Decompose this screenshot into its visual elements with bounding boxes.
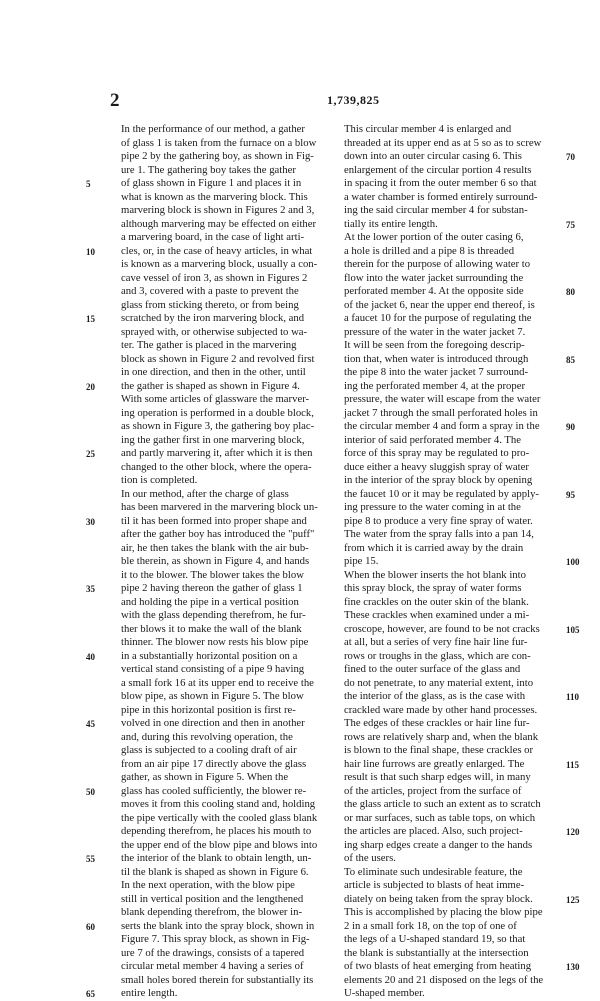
text-line: is known as a marvering block, usually a con- (121, 258, 318, 270)
text-line: after the gather boy has introduced the "puff" (121, 528, 315, 540)
text-line: thinner. The blower now rests his blow pipe (121, 636, 309, 648)
text-line: therein for the purpose of allowing water to (344, 258, 531, 270)
text-line: ing pressure to the water coming in at the (344, 501, 521, 513)
text-line: the faucet 10 or it may be regulated by apply- (344, 487, 539, 500)
text-line: a water chamber is formed entirely surround- (344, 190, 538, 203)
margin-line-number: 55 (86, 854, 95, 864)
text-line: a marvering board, in the case of light arti- (121, 231, 305, 243)
margin-line-number: 115 (566, 759, 580, 770)
text-line: what is known as the marvering block. This (121, 190, 308, 203)
text-line: the circular member 4 and form a spray in the (344, 420, 540, 432)
text-line: with the glass depending therefrom, he fur- (121, 609, 306, 621)
text-line: At the lower portion of the outer casing 6, (344, 231, 524, 243)
margin-line-number: 45 (86, 719, 95, 729)
text-line: of glass shown in Figure 1 and places it in (121, 177, 302, 189)
text-line: fined to the outer surface of the glass and (344, 663, 521, 675)
text-line: ure 7 of the drawings, consists of a tapered (121, 946, 305, 959)
text-line: til it has been formed into proper shape and (121, 514, 307, 527)
text-line: pipe 8 to produce a very fine spray of water. (344, 514, 533, 527)
text-line: rows or troughs in the glass, which are con- (344, 649, 531, 662)
page-number: 2 (110, 90, 120, 111)
text-line: has been marvered in the marvering block un- (121, 501, 318, 513)
margin-line-number: 95 (566, 489, 575, 500)
left-text-column (121, 123, 334, 1001)
margin-line-number: 90 (566, 422, 575, 432)
margin-line-number: 80 (566, 287, 575, 297)
text-line: tion that, when water is introduced through (344, 352, 529, 365)
text-line: perforated member 4. At the opposite side (344, 285, 524, 297)
text-line: force of this spray may be regulated to pro- (344, 447, 530, 459)
text-line: The edges of these crackles or hair line fur- (344, 717, 530, 729)
text-line: ing sharp edges create a danger to the hands (344, 838, 533, 851)
text-line: from which it is carried away by the drain (344, 541, 524, 554)
text-line: tially its entire length. (344, 217, 438, 230)
margin-line-number: 5 (86, 179, 91, 189)
text-line: til the blank is shaped as shown in Figure 6. (121, 865, 309, 878)
margin-line-number: 85 (566, 354, 575, 365)
text-line: blow pipe, as shown in Figure 5. The blow (121, 690, 304, 702)
text-line: down into an outer circular casing 6. This (344, 150, 522, 162)
text-line: as shown in Figure 3, the gathering boy plac- (121, 420, 315, 432)
text-line: of the jacket 6, near the upper end thereof, is (344, 298, 535, 311)
margin-line-number: 10 (86, 246, 95, 257)
text-line: ure 1. The gathering boy takes the gather (121, 163, 296, 176)
text-line: tion is completed. (121, 474, 198, 486)
text-line: the blank is substantially at the intersection (344, 946, 529, 959)
text-line: pipe 15. (344, 555, 379, 567)
text-line: moves it from this cooling stand and, holding (121, 798, 316, 810)
text-line: glass has cooled sufficiently, the blower re- (121, 784, 307, 797)
text-line: the gather is shaped as shown in Figure 4. (121, 379, 300, 392)
text-line: this spray block, the spray of water forms (344, 582, 522, 594)
text-line: elements 20 and 21 disposed on the legs of the (344, 973, 544, 986)
margin-line-number: 25 (86, 449, 95, 459)
text-line: entire length. (121, 987, 178, 999)
text-line: a hole is drilled and a pipe 8 is threaded (344, 244, 515, 257)
text-line: or mar surfaces, such as table tops, on which (344, 811, 536, 824)
text-line: ing operation is performed in a double block, (121, 406, 314, 419)
text-line: rows are relatively sharp and, when the blank (344, 730, 539, 743)
text-line: jacket 7 through the small perforated holes in (344, 406, 538, 419)
text-line: of glass 1 is taken from the furnace on a blow (121, 136, 317, 149)
text-line: is blown to the final shape, these crackles or (344, 744, 534, 756)
text-line: sprayed with, or otherwise subjected to wa- (121, 325, 308, 338)
margin-line-number: 65 (86, 989, 95, 999)
margin-line-number: 130 (566, 962, 580, 972)
text-line: article is subjected to blasts of heat imme- (344, 879, 525, 891)
text-line: small holes bored therein for substantially its (121, 973, 314, 986)
text-line: in the interior of the spray block by opening (344, 474, 533, 486)
text-line: and 3, covered with a paste to prevent the (121, 285, 299, 297)
text-line: the articles are placed. Also, such project- (344, 825, 523, 837)
text-line: pressure of the water in the water jacket 7. (344, 325, 526, 338)
text-line: gather, as shown in Figure 5. When the (121, 771, 289, 783)
text-line: of the users. (344, 852, 396, 864)
text-line: the legs of a U-shaped standard 19, so that (344, 933, 526, 945)
text-line: volved in one direction and then in another (121, 717, 305, 729)
margin-line-number: 100 (566, 557, 580, 567)
text-line: ing the said circular member 4 for substan- (344, 204, 528, 216)
text-line: fine crackles on the outer skin of the blank. (344, 595, 529, 608)
text-line: of two blasts of heat emerging from heating (344, 960, 532, 972)
text-line: hair line furrows are greatly enlarged. The (344, 757, 525, 770)
text-line: cles, or, in the case of heavy articles, in what (121, 244, 313, 257)
text-line: it to the blower. The blower takes the blow (121, 568, 304, 581)
text-line: blank depending therefrom, the blower in- (121, 906, 303, 918)
text-line: pressure, the water will escape from the water (344, 393, 541, 405)
text-line: The water from the spray falls into a pan 14, (344, 528, 534, 540)
text-line: Figure 7. This spray block, as shown in Fig- (121, 933, 310, 945)
text-line: the pipe vertically with the cooled glass blank (121, 811, 318, 824)
text-line: duce either a heavy sluggish spray of water (344, 460, 529, 473)
text-line: air, he then takes the blank with the air bub- (121, 541, 309, 554)
text-line: scratched by the iron marvering block, and (121, 312, 305, 324)
text-line: a small fork 16 at its upper end to receive the (121, 676, 314, 689)
text-line: threaded at its upper end as at 5 so as to screw (344, 136, 542, 149)
text-line: result is that such sharp edges will, in many (344, 771, 531, 783)
text-line: in a substantially horizontal position on a (121, 649, 298, 662)
text-line: U-shaped member. (344, 987, 425, 999)
margin-line-number: 125 (566, 894, 580, 905)
text-line: the interior of the glass, as is the case with (344, 690, 526, 702)
text-line: serts the blank into the spray block, shown in (121, 919, 315, 932)
text-line: of the articles, project from the surface of (344, 784, 522, 797)
text-line: in spacing it from the outer member 6 so that (344, 177, 537, 189)
text-line: croscope, however, are found to be not cracks (344, 622, 540, 635)
margin-line-number: 20 (86, 381, 95, 392)
text-line: the pipe 8 into the water jacket 7 surround- (344, 366, 529, 378)
text-line: To eliminate such undesirable feature, the (344, 865, 523, 878)
margin-line-number: 60 (86, 921, 95, 932)
text-line: do not penetrate, to any material extent, into (344, 676, 534, 689)
text-line: pipe 2 by the gathering boy, as shown in Fig- (121, 150, 314, 162)
margin-line-number: 15 (86, 314, 95, 324)
text-line: from an air pipe 17 directly above the glass (121, 757, 307, 770)
text-line: ter. The gather is placed in the marvering (121, 339, 297, 351)
margin-line-number: 30 (86, 516, 95, 527)
text-line: In the performance of our method, a gather (121, 123, 305, 135)
text-line: cave vessel of iron 3, as shown in Figures 2 (121, 271, 308, 284)
margin-line-number: 75 (566, 219, 575, 230)
text-line: ble therein, as shown in Figure 4, and hands (121, 555, 310, 567)
margin-line-number: 105 (566, 624, 580, 635)
text-line: enlargement of the circular portion 4 results (344, 163, 532, 176)
text-line: ing the perforated member 4, at the proper (344, 379, 526, 392)
text-line: In our method, after the charge of glass (121, 487, 289, 500)
text-line: block as shown in Figure 2 and revolved first (121, 352, 315, 365)
text-line: and partly marvering it, after which it is then (121, 447, 313, 459)
text-line: a faucet 10 for the purpose of regulating the (344, 312, 532, 324)
text-line: circular metal member 4 having a series of (121, 960, 304, 972)
text-line: in one direction, and then in the other, until (121, 366, 306, 378)
text-line: marvering block is shown in Figures 2 and 3, (121, 204, 315, 216)
text-line: pipe 2 having thereon the gather of glass 1 (121, 582, 303, 594)
text-line: interior of said perforated member 4. The (344, 433, 521, 446)
margin-line-number: 110 (566, 692, 580, 702)
margin-line-number: 35 (86, 584, 95, 594)
text-line: crackled ware made by other hand processes. (344, 703, 538, 716)
text-line: In the next operation, with the blow pipe (121, 879, 295, 891)
text-line: 2 in a small fork 18, on the top of one of (344, 919, 517, 932)
text-line: depending therefrom, he places his mouth to (121, 825, 312, 837)
text-line: diately on being taken from the spray block. (344, 892, 533, 905)
text-line: at all, but a series of very fine hair line fur- (344, 636, 528, 648)
text-line: the interior of the blank to obtain length, un- (121, 852, 312, 864)
text-line: vertical stand consisting of a pipe 9 having (121, 663, 305, 675)
text-line: pipe in this horizontal position is first re- (121, 703, 296, 716)
margin-line-number: 70 (566, 152, 575, 162)
text-line: glass is subjected to a cooling draft of air (121, 744, 297, 756)
text-line: and, during this revolving operation, the (121, 730, 293, 743)
right-text-column (344, 123, 556, 1001)
margin-line-number: 120 (566, 827, 580, 837)
text-line: It will be seen from the foregoing descrip- (344, 339, 525, 351)
text-line: changed to the other block, where the opera- (121, 460, 312, 473)
text-line: This is accomplished by placing the blow pipe (344, 906, 543, 918)
text-line: This circular member 4 is enlarged and (344, 123, 512, 135)
text-line: ther blows it to make the wall of the blank (121, 622, 302, 635)
text-line: These crackles when examined under a mi- (344, 609, 530, 621)
margin-line-number: 40 (86, 651, 95, 662)
text-line: still in vertical position and the lengthened (121, 892, 304, 905)
text-line: although marvering may be effected on either (121, 217, 317, 230)
text-line: With some articles of glassware the marver- (121, 393, 310, 405)
text-line: When the blower inserts the hot blank into (344, 568, 526, 581)
text-line: glass from sticking thereto, or from being (121, 298, 299, 311)
margin-line-number: 50 (86, 786, 95, 797)
text-line: flow into the water jacket surrounding the (344, 271, 524, 284)
text-line: ing the gather first in one marvering block, (121, 433, 305, 446)
text-line: and holding the pipe in a vertical position (121, 595, 299, 608)
text-line: the upper end of the blow pipe and blows into (121, 838, 318, 851)
patent-number: 1,739,825 (327, 93, 380, 107)
text-line: the glass article to such an extent as to scratch (344, 798, 541, 810)
